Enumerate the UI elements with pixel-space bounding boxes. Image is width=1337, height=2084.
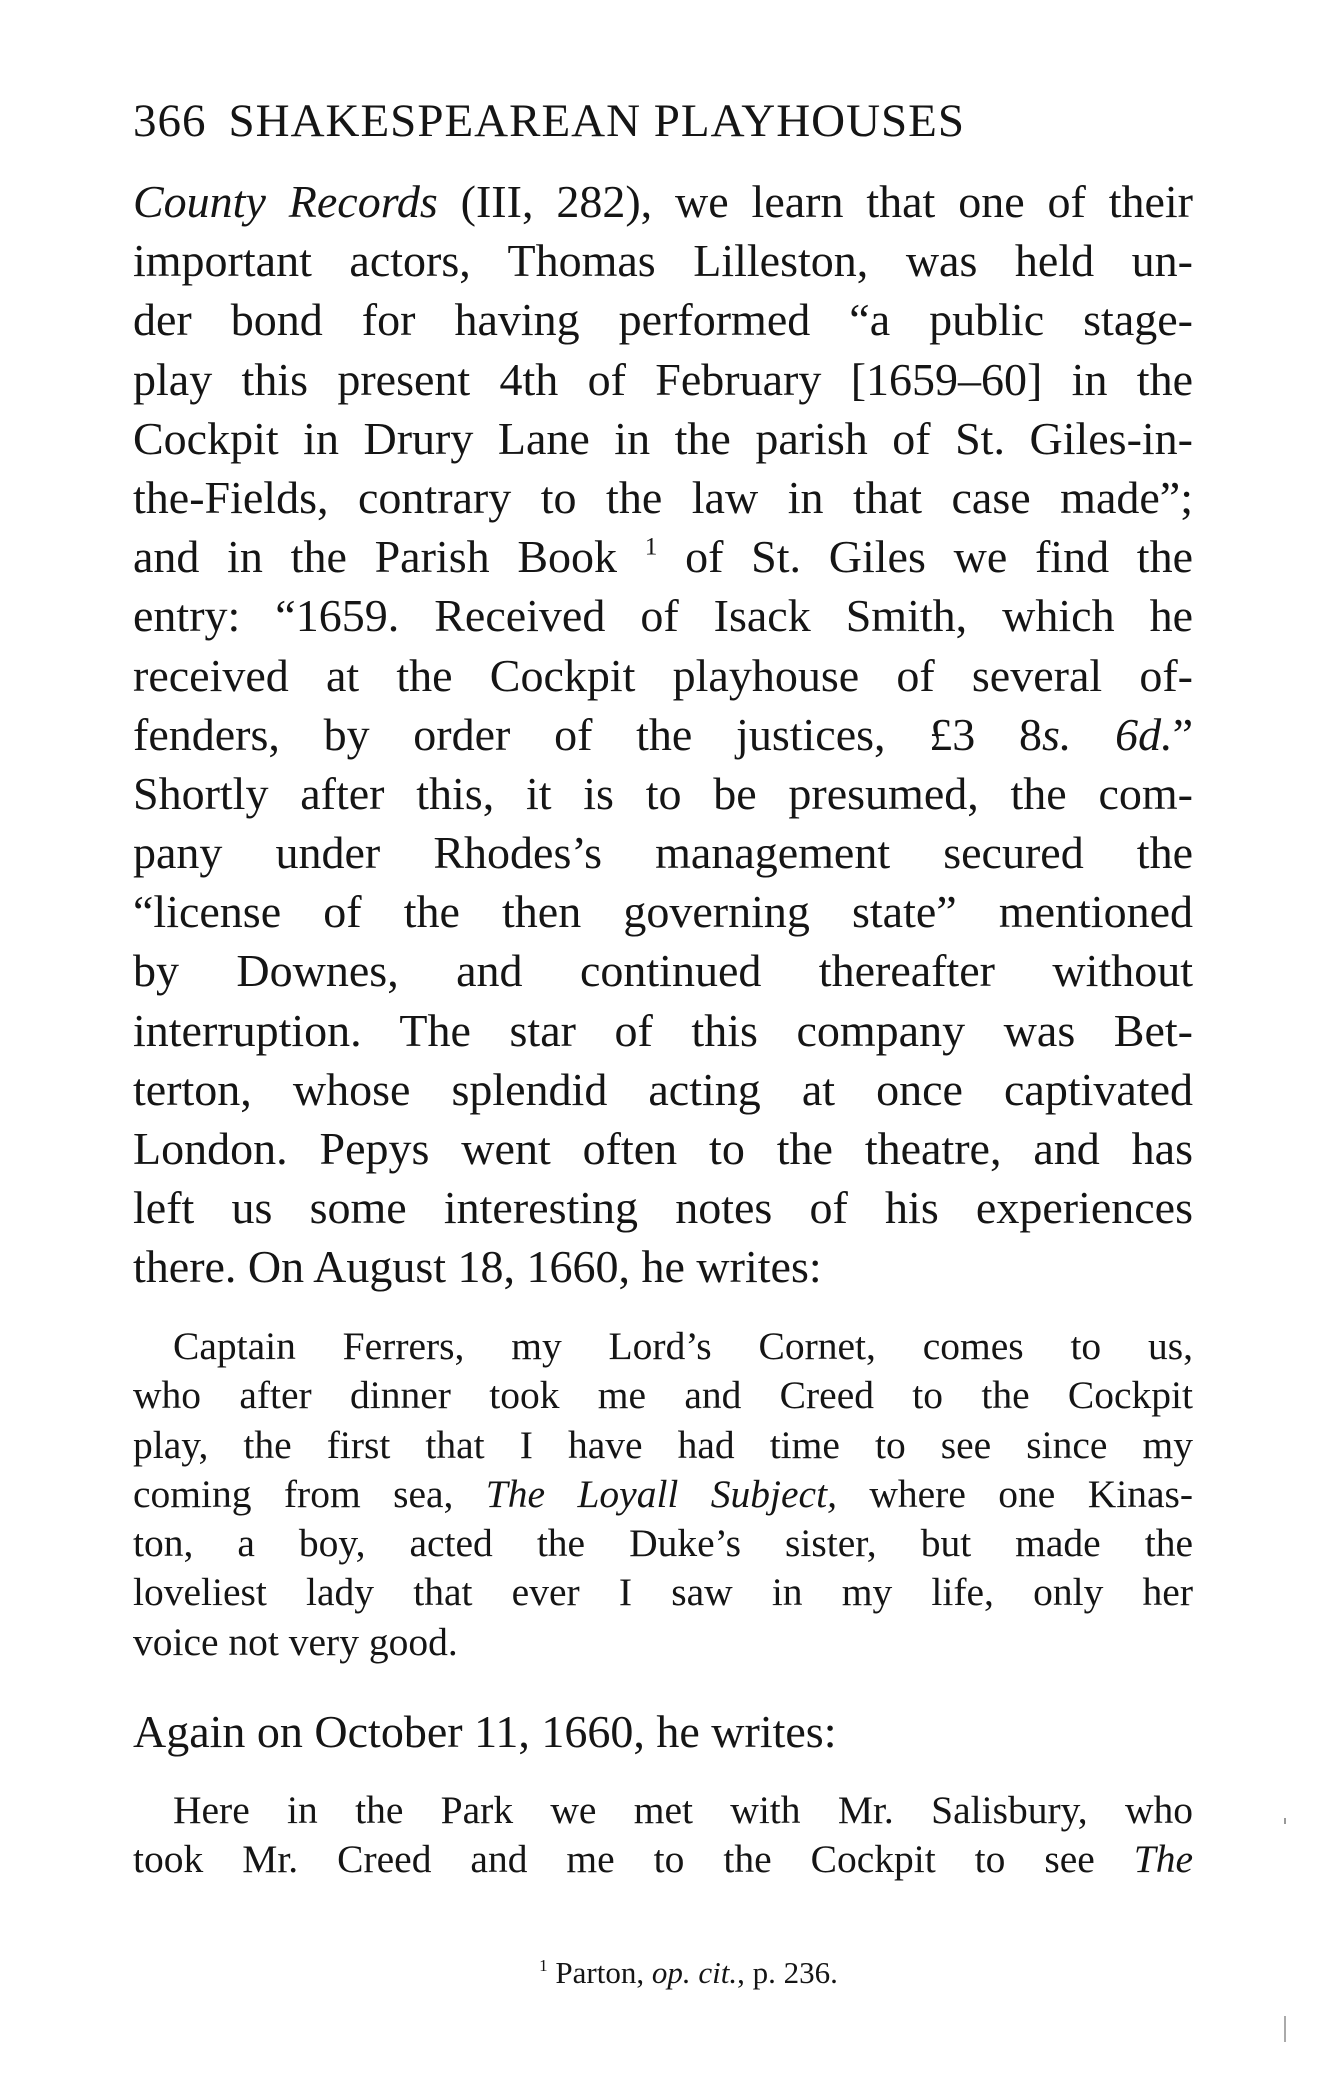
text-line: the-Fields, contrary to the law in that case made”; xyxy=(133,471,1193,523)
quote-line: who after dinner took me and Creed to the Cockpit xyxy=(133,1373,1193,1418)
quote-line: Here in the Park we met with Mr. Salisbury, who xyxy=(173,1788,1193,1832)
text-line: there. On August 18, 1660, he writes: xyxy=(133,1241,822,1293)
text-line: entry: “1659. Received of Isack Smith, which he xyxy=(133,590,1193,642)
text-line: “license of the then governing state” mentioned xyxy=(133,886,1193,938)
text-line xyxy=(133,527,1193,586)
block-quote-1 xyxy=(133,1322,1193,1667)
text-line: by Downes, and continued thereafter without xyxy=(133,945,1193,997)
quote-line xyxy=(133,1470,1193,1519)
text-line: important actors, Thomas Lilleston, was held un- xyxy=(133,235,1193,287)
text-span: of St. Giles we find the xyxy=(657,531,1193,583)
text-line: received at the Cockpit playhouse of several of- xyxy=(133,649,1193,701)
page-number: 366 xyxy=(133,95,207,147)
play-title: The Loyall Subject, xyxy=(485,1471,837,1516)
text-span xyxy=(1071,709,1115,760)
text-line: pany under Rhodes’s management secured the xyxy=(133,827,1193,879)
quote-line xyxy=(133,1835,1193,1884)
quote-line: ton, a boy, acted the Duke’s sister, but made the xyxy=(133,1521,1193,1566)
text-span: coming from sea, xyxy=(133,1471,486,1516)
text-span: where one Kinas- xyxy=(836,1471,1193,1516)
running-header xyxy=(133,94,1193,148)
text-span: Parton, xyxy=(547,1955,652,1990)
quote-line: voice not very good. xyxy=(133,1619,458,1664)
scan-mark xyxy=(1284,2016,1286,2042)
quote-line: Captain Ferrers, my Lord’s Cornet, comes to us, xyxy=(173,1324,1193,1368)
text-line: left us some interesting notes of his experiences xyxy=(133,1182,1193,1234)
footnote xyxy=(0,1955,1337,1991)
text-span: (III, 282), we learn that one of their xyxy=(437,176,1193,227)
text-line: Shortly after this, it is to be presumed, the com- xyxy=(133,767,1193,819)
quote-line: play, the first that I have had time to see since my xyxy=(133,1422,1193,1467)
main-paragraph xyxy=(133,172,1193,1297)
footnote-mark: 1 xyxy=(539,1956,548,1976)
play-title: The xyxy=(1133,1837,1193,1882)
italic-span: 6d. xyxy=(1115,708,1173,760)
text-line xyxy=(133,705,1193,764)
scan-mark xyxy=(1284,1818,1286,1824)
text-line xyxy=(133,172,1193,231)
text-span: ” xyxy=(1172,708,1193,760)
text-line: terton, whose splendid acting at once captivated xyxy=(133,1063,1193,1115)
text-line: London. Pepys went often to the theatre, and has xyxy=(133,1123,1193,1174)
citation-title: County Records xyxy=(133,176,438,227)
text-span: fenders, by order of the justices, £3 8 xyxy=(133,708,1042,760)
footnote-reference: 1 xyxy=(644,532,658,561)
text-line: Cockpit in Drury Lane in the parish of St. Giles-in- xyxy=(133,412,1193,464)
text-span: took Mr. Creed and me to the Cockpit to see xyxy=(133,1837,1134,1882)
text-line: play this present 4th of February [1659–60] in the xyxy=(133,353,1193,405)
running-title: SHAKESPEAREAN PLAYHOUSES xyxy=(228,95,966,147)
italic-span: op. cit. xyxy=(651,1955,738,1990)
transition-line: Again on October 11, 1660, he writes: xyxy=(133,1706,837,1757)
text-line: interruption. The star of this company was Bet- xyxy=(133,1004,1193,1056)
text-span: , p. 236. xyxy=(737,1955,838,1990)
quote-line: loveliest lady that ever I saw in my life, only her xyxy=(133,1570,1193,1615)
text-line: der bond for having performed “a public stage- xyxy=(133,294,1193,346)
block-quote-2 xyxy=(133,1786,1193,1885)
italic-span: s. xyxy=(1041,708,1072,760)
text-span: and in the Parish Book xyxy=(133,531,645,583)
